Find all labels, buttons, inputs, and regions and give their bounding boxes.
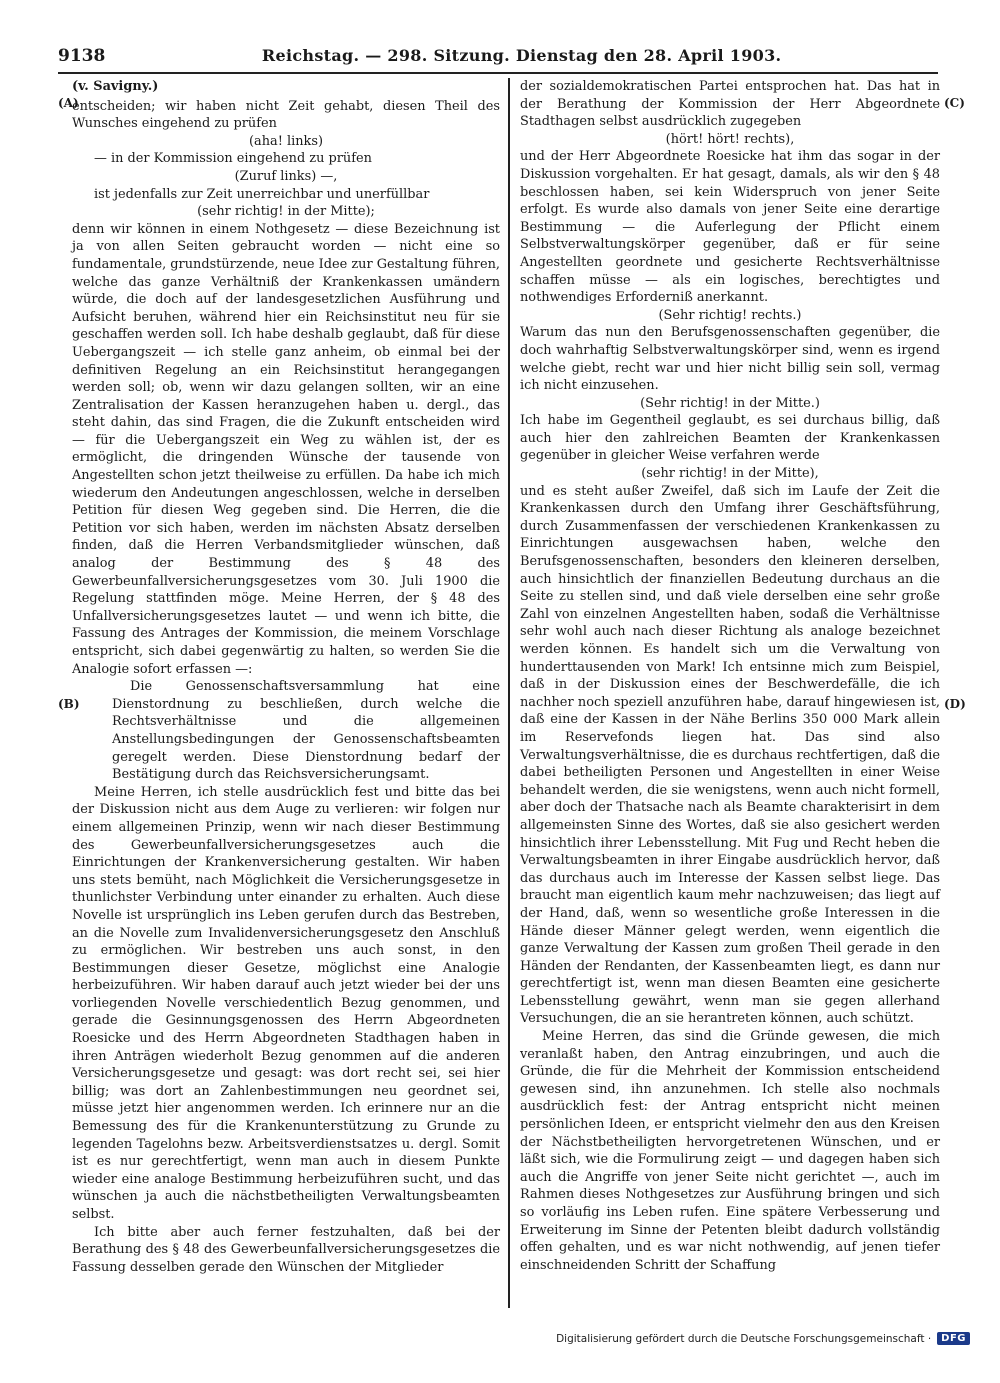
paragraph: Ich bitte aber auch ferner festzuhalten, daß bei der Berathung des § 48 des Gewerbeunfallversicherungsgesetzes die Fassung desselben gerade den Wünschen der Mitglieder bbox=[72, 1224, 500, 1275]
interjection: (Sehr richtig! in der Mitte.) bbox=[640, 395, 820, 411]
quoted-statute: Die Genossenschaftsversammlung hat eine Dienstordnung zu beschließen, durch welche die Rechtsverhältnisse und die allgemeinen Anstellungsbedingungen der Genossenschaftsbeamten geregelt werden. Diese Dienstordnung bedarf der Bestätigung durch das Reichsversicherungsamt. bbox=[112, 679, 500, 783]
interjection: (Zuruf links) —, bbox=[234, 168, 338, 184]
header-rule bbox=[58, 72, 938, 74]
paragraph: Warum das nun den Berufsgenossenschaften gegenüber, die doch wahrhaftig Selbstverwaltungskörper sind, wenn es irgend welche giebt, recht war und hier nicht billig sein soll, vermag ich nicht einzusehen. bbox=[520, 325, 940, 394]
paragraph: Meine Herren, ich stelle ausdrücklich fest und bitte das bei der Diskussion nicht aus dem Auge zu verlieren: wir folgen nur einem allgemeinen Prinzip, wenn wir nach dieser Bestimmung des Gewerbeunfallversicherungsgesetzes auch die Einrichtungen der Krankenversicherung gestalten. Wir haben uns stets bemüht, nach Möglichkeit die Versicherungsgesetze in thunlichster Verbindung unter einander zu erhalten. Auch diese Novelle ist ursprünglich ins Leben gerufen durch das Bestreben, an die Novelle zum Invalidenversicherungsgesetz den Anschluß zu ermöglichen. Wir bestreben uns auch sonst, in den Bestimmungen dieser Gesetze, möglichst eine Analogie herbeizuführen. Wir haben darauf auch jetzt wieder bei der uns vorliegenden Novelle verschiedentlich Bezug genommen, und gerade die Gesinnungsgenossen des Herrn Abgeordneten Roesicke und des Herrn Abgeordneten Stadthagen haben in ihren Anträgen wiederholt Bezug genommen auf die anderen Versicherungsgesetze und gesagt: was dort recht sei, sei hier billig; was dort an Zahlenbestimmungen neu geordnet sei, müsse jetzt hier angenommen werden. Ich erinnere nur an die Bemessung des für die Krankenunterstützung zu Grunde zu legenden Tagelohns bezw. Arbeitsverdienstsatzes u. dergl. Somit ist es nur gerechtfertigt, wenn man auch in diesem Punkte wieder eine analoge Bestimmung herbeizuführen sucht, und das wünschen ja auch die nächstbetheiligten Verwaltungsbeamten selbst. bbox=[72, 784, 500, 1222]
interjection: (sehr richtig! in der Mitte), bbox=[641, 466, 819, 482]
interjection: (Sehr richtig! rechts.) bbox=[658, 307, 802, 323]
paragraph: Ich habe im Gegentheil geglaubt, es sei durchaus billig, daß auch hier den zahlreichen Beamten der Krankenkassen gegenüber in gleicher Weise verfahren werde bbox=[520, 413, 940, 464]
paragraph: denn wir können in einem Nothgesetz — diese Bezeichnung ist ja von allen Seiten gebraucht worden — nicht eine so fundamentale, grundstürzende, neue Idee zur Gestaltung führen, welche das ganze Verhältniß der Krankenkassen umändern würde, die doch auf der landesgesetzlichen Ausführung und Aufsicht beruhen, während hier ein Reichsinstitut neu für sie geschaffen werden soll. Ich habe deshalb geglaubt, daß für diese Uebergangszeit — ich stelle ganz anheim, ob einmal bei der definitiven Regelung an ein Reichsinstitut herangegangen werden soll; ob, wenn wir dazu gelangen sollten, wir an eine Zentralisation der Kassen heranzugehen haben u. dergl., das steht dahin, das sind Fragen, die die Zukunft entscheiden wird — für die Uebergangszeit ein Weg zu wählen ist, der es ermöglicht, die dringenden Wünsche der tausende von Angestellten schon jetzt theilweise zu erfüllen. Da habe ich mich wiederum den Andeutungen angeschlossen, welche in derselben Petition für diesen Weg gegeben sind. Die Herren, die die Petition vor sich haben, werden im nächsten Absatz derselben finden, daß die Herren Verbandsmitglieder wünschen, daß analog der Bestimmung des § 48 des Gewerbeunfallversicherungsgesetzes vom 30. Juli 1900 die Regelung stattfinden möge. Meine Herren, der § 48 des Unfallversicherungsgesetzes lautet — und wenn ich bitte, die Fassung des Antrages der Kommission, die meinem Vorschlage entspricht, sich dabei gegenwärtig zu halten, so werden Sie die Analogie sofort erfassen —: bbox=[72, 221, 500, 677]
interjection: (aha! links) bbox=[249, 133, 323, 149]
right-column bbox=[520, 78, 940, 1274]
paragraph: der sozialdemokratischen Partei entsprochen hat. Das hat in der Berathung der Kommission der Herr Abgeordnete Stadthagen selbst ausdrücklich zugegeben bbox=[520, 79, 940, 130]
paragraph: — in der Kommission eingehend zu prüfen bbox=[94, 151, 372, 167]
page-header bbox=[58, 46, 938, 70]
paragraph: Meine Herren, das sind die Gründe gewesen, die mich veranlaßt haben, den Antrag einzubringen, und auch die Gründe, die für die Mehrheit der Kommission entscheidend gewesen sind, ihn anzunehmen. Ich stelle also nochmals ausdrücklich fest: der Antrag entspricht nicht meinen persönlichen Ideen, er entspricht vielmehr den aus den Kreisen der Nächstbetheiligten hervorgetretenen Wünschen, und er läßt sich, wie die Formulirung zeigt — und dagegen haben sich auch die Angriffe von jener Seite nicht gerichtet —, auch im Rahmen dieses Nothgesetzes zur Ausführung bringen und sich so vorläufig ins Leben rufen. Eine spätere Verbesserung und Erweiterung im Sinne der Petenten bleibt dadurch vollständig offen gehalten, und es war nicht nothwendig, auf jenen tiefer einschneidenden Schritt der Schaffung bbox=[520, 1029, 940, 1273]
page-title: Reichstag. — 298. Sitzung. Dienstag den 28. April 1903. bbox=[261, 46, 782, 65]
page-number: 9138 bbox=[58, 46, 106, 66]
speaker-label: (v. Savigny.) bbox=[72, 79, 159, 94]
digitization-credit bbox=[556, 1332, 970, 1345]
dfg-logo: DFG bbox=[937, 1332, 970, 1345]
margin-mark-a: (A) bbox=[58, 96, 79, 110]
column-divider bbox=[508, 78, 510, 1308]
interjection: (hört! hört! rechts), bbox=[665, 131, 795, 147]
paragraph: entscheiden; wir haben nicht Zeit gehabt, diesen Theil des Wunsches eingehend zu prüfen bbox=[72, 98, 500, 132]
interjection: (sehr richtig! in der Mitte); bbox=[197, 204, 375, 220]
margin-mark-b: (B) bbox=[58, 697, 80, 711]
paragraph: ist jedenfalls zur Zeit unerreichbar und unerfüllbar bbox=[94, 186, 430, 202]
credit-text: Digitalisierung gefördert durch die Deutsche Forschungsgemeinschaft · bbox=[556, 1332, 932, 1345]
paragraph: und der Herr Abgeordnete Roesicke hat ihm das sogar in der Diskussion vorgehalten. Er hat gesagt, damals, als wir den § 48 beschlossen haben, sei kein Widerspruch von jener Seite erfolgt. Es wurde also damals von jener Seite eine derartige Bestimmung — die Auferlegung der Pflicht einem Selbstverwaltungskörper gegenüber, daß er für seine Angestellten geordnete und gesicherte Rechtsverhältnisse schaffen müsse — als ein logisches, berechtigtes und nothwendiges Erforderniß anerkannt. bbox=[520, 149, 940, 306]
margin-mark-d: (D) bbox=[944, 697, 966, 711]
paragraph: und es steht außer Zweifel, daß sich im Laufe der Zeit die Krankenkassen durch den Umfang ihrer Geschäftsführung, durch Zusammenfassen der verschiedenen Krankenkassen zu Einrichtungen ausgewachsen haben, welche den Berufsgenossenschaften, besonders den kleineren derselben, auch hinsichtlich der finanziellen Bedeutung durchaus an die Seite zu stellen sind, und daß viele derselben eine sehr große Zahl von einzelnen Angestellten haben, sodaß die Verhältnisse sehr wohl auch nach dieser Richtung als analoge bezeichnet werden können. Es handelt sich um die Verwaltung von hunderttausenden von Mark! Ich entsinne mich zum Beispiel, daß in der Diskussion eines der Beschwerdefälle, die ich nachher noch speziell anzuführen habe, darauf hingewiesen ist, daß eine der Kassen in der Nähe Berlins 350 000 Mark allein im Reservefonds liegen hat. Das sind also Verwaltungsverhältnisse, die es durchaus rechtfertigen, daß die dabei betheiligten Personen und Angestellten in einer Weise behandelt werden, die sie wenigstens, wenn auch nicht formell, aber doch der Thatsache nach als Beamte charakterisirt in dem allgemeinsten Sinne des Wortes, daß sie also gesichert werden hinsichtlich ihrer Lebensstellung. Mit Fug und Recht heben die Verwaltungsbeamten in ihrer Eingabe ausdrücklich hervor, daß das durchaus auch im Interesse der Kassen selbst liege. Das braucht man eigentlich kaum mehr nachzuweisen; das liegt auf der Hand, daß, wenn so wesentliche große Interessen in die Hände dieser Männer gelegt werden, wenn eigentlich die ganze Verwaltung der Kassen zum großen Theil gerade in den Händen der Rendanten, der Kassenbeamten liegt, es dann nur gerechtfertigt ist, wenn man diesen Beamten eine gesicherte Lebensstellung gewährt, wenn man sie gegen allerhand Versuchungen, die an sie herantreten können, auch schützt. bbox=[520, 483, 941, 1027]
margin-mark-c: (C) bbox=[944, 96, 965, 110]
left-column bbox=[72, 78, 500, 1276]
